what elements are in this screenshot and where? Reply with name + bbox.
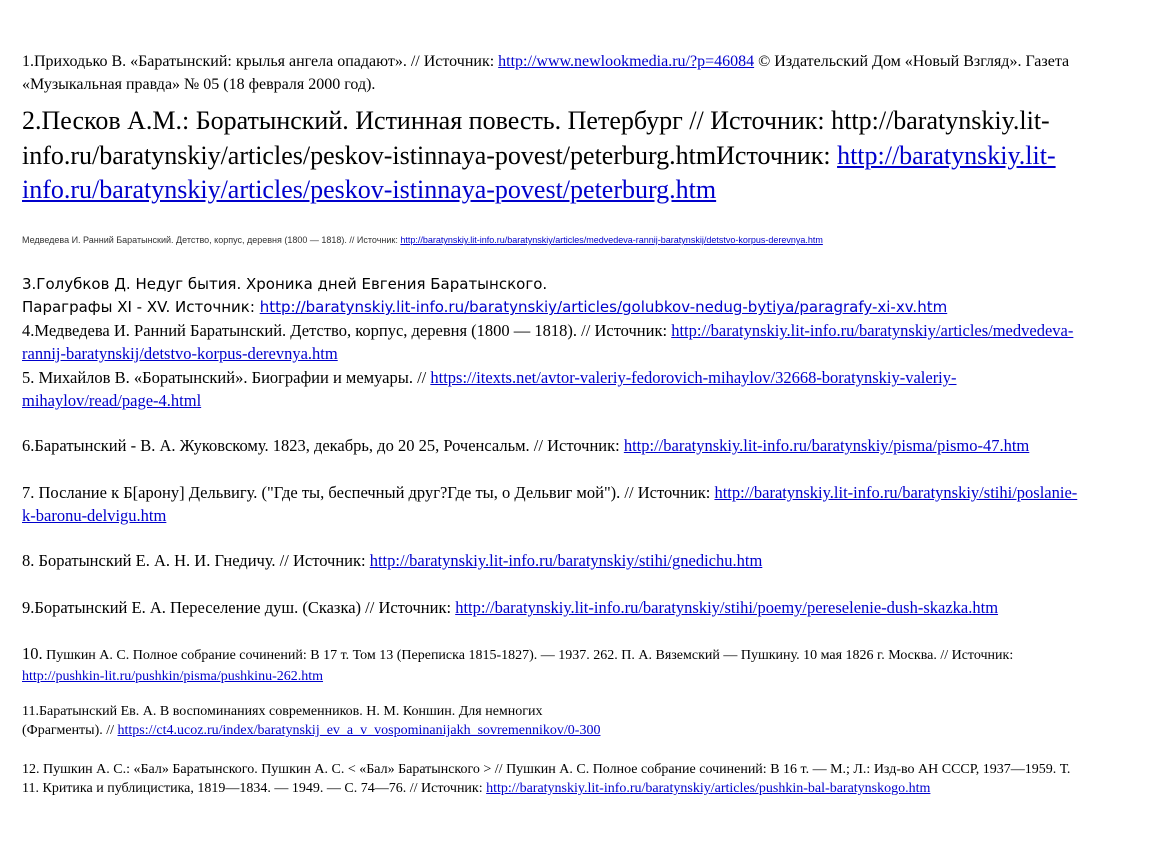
source-entry-5 [22, 366, 1082, 412]
source-text: 9.Боратынский Е. А. Переселение душ. (Сказка) // Источник: [22, 598, 456, 617]
source-text-after: © Издательский Дом «Новый Взгляд». Газета «Музыкальная правда» № 05 (18 февраля 2000 год). [22, 53, 1070, 93]
source-text: 12. Пушкин А. С.: «Бал» Баратынского. Пушкин А. С. < «Бал» Баратынского > // Пушкин А. С. Полное собрание сочинений: В 16 т. — М.; Л.: Изд-во АН СССР, 1937—1959. Т. 11. Критика и публицистика, 1819—1834. — 1949. — С. 74—76. // Источник: [22, 762, 1071, 796]
source-text: 7. Послание к Б[арону] Дельвигу. ("Где ты, беспечный друг?Где ты, о Дельвиг мой"). // Источник: [22, 483, 715, 502]
source-link[interactable]: http://baratynskiy.lit-info.ru/baratynskiy/pisma/pismo-47.htm [623, 436, 1030, 455]
source-entry-1 [22, 50, 1082, 96]
source-link[interactable]: http://baratynskiy.lit-info.ru/baratynskiy/articles/medvedeva-rannij-baratynskij/detstvo-korpus-derevnya.htm [400, 235, 823, 245]
source-entry-7 [22, 481, 1082, 527]
source-text: Параграфы XI - XV. Источник: [22, 298, 260, 316]
source-link[interactable]: http://baratynskiy.lit-info.ru/baratynskiy/articles/medvedeva-rannij-baratynskij/detstvo-korpus-derevnya.htm [22, 321, 1074, 363]
source-text-line1: 3.Голубков Д. Недуг бытия. Хроника дней Евгения Баратынского. [22, 275, 548, 293]
source-link[interactable]: http://baratynskiy.lit-info.ru/baratynskiy/articles/golubkov-nedug-bytiya/paragrafy-xi-xv.htm [259, 298, 948, 316]
source-link[interactable]: http://baratynskiy.lit-info.ru/baratynskiy/stihi/poemy/pereselenie-dush-skazka.htm [455, 598, 999, 617]
source-text: (Фрагменты). // [22, 723, 118, 738]
source-entry-8 [22, 549, 1082, 572]
source-entry-3 [22, 273, 1082, 319]
source-link[interactable]: http://baratynskiy.lit-info.ru/baratynskiy/articles/peskov-istinnaya-povest/peterburg.htm [22, 140, 1056, 204]
source-text: 2.Песков А.М.: Боратынский. Истинная повесть. Петербург // Источник: http://baratynskiy.lit-info.ru/baratynskiy/articles/peskov-istinnaya-povest/peterburg.htmИсточник: [22, 106, 1050, 170]
source-text: 4.Медведева И. Ранний Баратынский. Детство, корпус, деревня (1800 — 1818). // Источник: [22, 321, 672, 340]
source-text-line1: 11.Баратынский Ев. А. В воспоминаниях современников. Н. М. Коншин. Для немногих [22, 704, 543, 719]
source-link[interactable]: http://baratynskiy.lit-info.ru/baratynskiy/stihi/poslanie-k-baronu-delvigu.htm [22, 483, 1078, 525]
source-link[interactable]: http://baratynskiy.lit-info.ru/baratynskiy/stihi/gnedichu.htm [369, 551, 763, 570]
source-text: 1.Приходько В. «Баратынский: крылья ангела опадают». // Источник: [22, 53, 499, 70]
source-link[interactable]: https://ct4.ucoz.ru/index/baratynskij_ev_a_v_vospominanijakh_sovremennikov/0-300 [117, 723, 601, 738]
source-number: 10. [22, 644, 43, 663]
source-entry-6 [22, 434, 1082, 457]
source-entry-2 [22, 104, 1062, 208]
source-text: 6.Баратынский - В. А. Жуковскому. 1823, декабрь, до 20 25, Роченсальм. // Источник: [22, 436, 624, 455]
source-link[interactable]: http://baratynskiy.lit-info.ru/baratynskiy/articles/pushkin-bal-baratynskogo.htm [486, 781, 931, 796]
source-entry-4 [22, 319, 1082, 365]
source-link[interactable]: http://www.newlookmedia.ru/?p=46084 [498, 53, 755, 70]
source-entry-2-note [22, 234, 1032, 247]
source-text: 5. Михайлов В. «Боратынский». Биографии и мемуары. // [22, 368, 431, 387]
source-entry-11 [22, 702, 1082, 740]
source-link[interactable]: http://pushkin-lit.ru/pushkin/pisma/pushkinu-262.htm [22, 669, 324, 684]
source-entry-12 [22, 760, 1082, 798]
source-entry-9 [22, 596, 1092, 619]
source-text: Медведева И. Ранний Баратынский. Детство, корпус, деревня (1800 — 1818). // Источник: [22, 235, 401, 245]
source-link[interactable]: https://itexts.net/avtor-valeriy-fedorovich-mihaylov/32668-boratynskiy-valeriy-mihaylov/read/page-4.html [22, 368, 957, 410]
source-text: Пушкин А. С. Полное собрание сочинений: В 17 т. Том 13 (Переписка 1815-1827). — 1937. 262. П. А. Вяземский — Пушкину. 10 мая 1826 г. Москва. // Источник: [42, 648, 1014, 663]
source-text: 8. Боратынский Е. А. Н. И. Гнедичу. // Источник: [22, 551, 370, 570]
source-entry-10 [22, 643, 1082, 687]
